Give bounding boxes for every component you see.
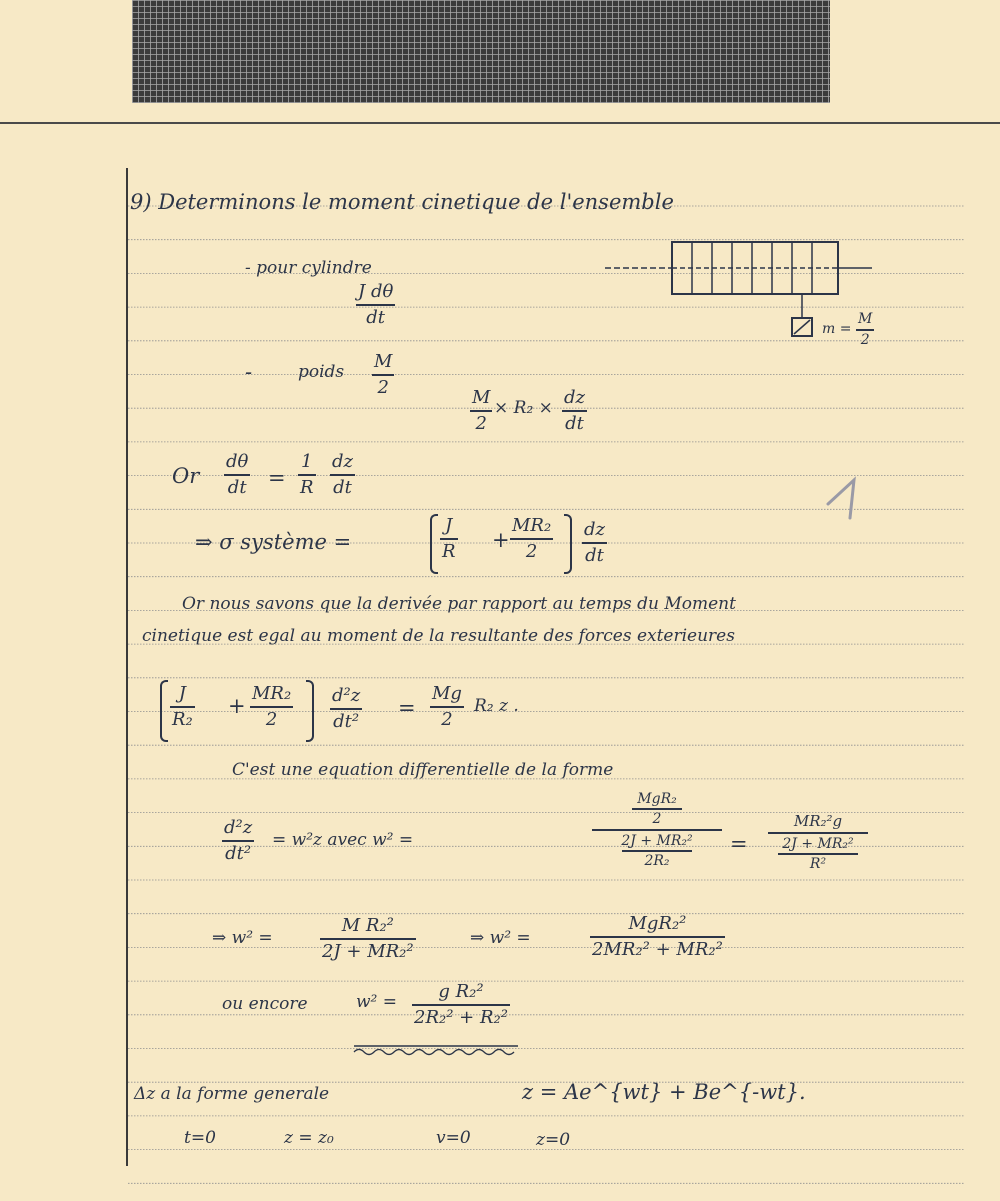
general-form-text: Δz a la forme generale <box>134 1084 330 1104</box>
fraction-w2-final: g R₂² 2R₂² + R₂² <box>414 981 508 1028</box>
equals-3: = <box>730 832 748 856</box>
fraction-dz-dt: dz dt <box>564 387 586 434</box>
ou-encore: ou encore <box>222 994 308 1014</box>
fraction-J-dtheta-dt: J dθ dt <box>358 281 394 328</box>
general-solution: z = Ae^{wt} + Be^{-wt}. <box>522 1080 806 1104</box>
fraction-MR2-2: MR₂ 2 <box>512 515 552 562</box>
fraction-J-R2: J R₂ <box>172 683 193 730</box>
equals: = <box>268 466 286 490</box>
z-equals-z0: z = z₀ <box>284 1128 334 1148</box>
heading-text: 9) Determinons le moment cinetique de l'ensemble <box>130 190 674 214</box>
or-label: Or <box>172 464 200 488</box>
fraction-d2z-dt2: d²z dt² <box>332 685 361 732</box>
fraction-dtheta-dt: dθ dt <box>226 451 249 498</box>
z-equals-0: z=0 <box>536 1130 571 1150</box>
fraction-MR2-2-b: MR₂ 2 <box>252 683 292 730</box>
equals-2: = <box>398 696 416 720</box>
times-R2: × R₂ × <box>494 398 553 418</box>
fraction-d2z-dt2-b: d²z dt² <box>224 817 253 864</box>
grade-mark <box>820 474 870 524</box>
poids-label: poids <box>298 362 345 382</box>
fraction-w2-b: MgR₂² 2MR₂² + MR₂² <box>592 913 723 960</box>
w2-final: w² = <box>356 992 398 1012</box>
margin-line <box>126 168 128 1166</box>
compound-fraction-2: MR₂²g 2J + MR₂² R² <box>768 814 868 871</box>
wavy-underline <box>352 1042 522 1056</box>
fraction-Mg-2: Mg 2 <box>432 683 462 730</box>
fraction-dz-dt-3: dz dt <box>584 519 606 566</box>
fraction-w2-a: M R₂² 2J + MR₂² <box>322 915 414 962</box>
mass-label: m = <box>822 321 852 337</box>
R2-z: R₂ z . <box>474 696 519 716</box>
fraction-J-R: J R <box>442 515 456 562</box>
implies-w2: ⇒ w² = <box>212 928 273 948</box>
w2z-avec: = w²z avec w² = <box>272 830 414 850</box>
fraction-dz-dt-2: dz dt <box>332 451 354 498</box>
plus: + <box>492 528 510 552</box>
implies-w2-b: ⇒ w² = <box>470 928 531 948</box>
compound-fraction: MgR₂ 2 2J + MR₂² 2R₂ <box>592 792 722 868</box>
v-equals-0: v=0 <box>436 1128 471 1148</box>
equation-form-text: C'est une equation differentielle de la forme <box>232 760 614 780</box>
dash: - <box>245 360 253 384</box>
sentence-line-1: Or nous savons que la derivée par rapport au temps du Moment <box>182 594 736 614</box>
plus-2: + <box>228 694 246 718</box>
sigma-systeme: ⇒ σ système = <box>195 530 352 554</box>
sentence-line-2: cinetique est egal au moment de la resultante des forces exterieures <box>142 626 735 646</box>
t-equals-0: t=0 <box>184 1128 216 1148</box>
fraction-M-2: M 2 <box>374 351 393 398</box>
fraction-M-2-b: M 2 <box>472 387 491 434</box>
fraction-1-R: 1 R <box>300 451 314 498</box>
cylinder-label: - pour cylindre <box>245 258 372 278</box>
mass-fraction: M 2 <box>858 311 873 349</box>
